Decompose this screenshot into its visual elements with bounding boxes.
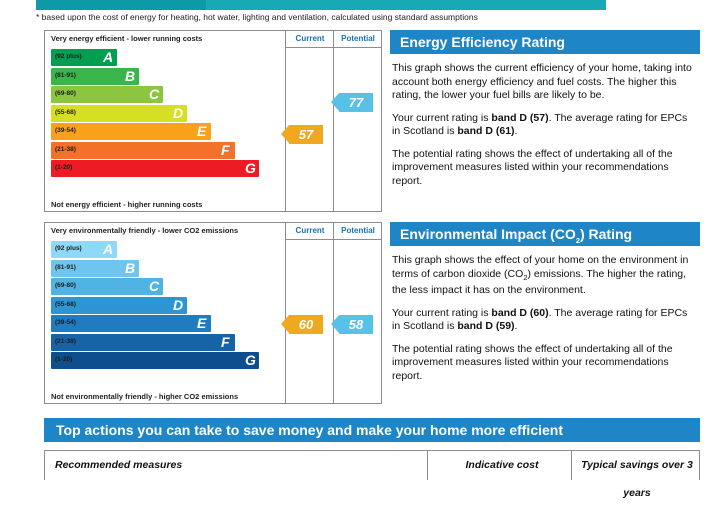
- energy-band-letter: D: [173, 104, 184, 121]
- energy-band-range: (69-80): [55, 90, 76, 97]
- energy-band-range: (39-54): [55, 127, 76, 134]
- co2-band-letter: C: [149, 278, 160, 294]
- co2-band-row: [51, 334, 279, 351]
- energy-para-2a: Your current rating is: [392, 111, 492, 124]
- table-vline-1: [427, 451, 428, 480]
- energy-column-current: Current: [285, 31, 334, 47]
- energy-band-range: (1-20): [55, 164, 73, 171]
- co2-band-range: (69-80): [55, 282, 76, 289]
- energy-band-row: [51, 105, 279, 122]
- environmental-rating-description: [392, 254, 692, 392]
- energy-band-letter: C: [149, 86, 160, 102]
- co2-band-row: [51, 241, 279, 258]
- co2-band-range: (21-38): [55, 337, 76, 345]
- co2-column-current: Current: [285, 223, 334, 239]
- energy-column-potential: Potential: [333, 31, 382, 47]
- energy-rating-heading: Energy Efficiency Rating: [390, 30, 700, 54]
- environmental-average-band-text: band D (59): [457, 320, 515, 333]
- energy-para-2: [392, 112, 692, 139]
- environmental-para-2: [392, 307, 692, 334]
- environmental-para-1b: ) emissions. The higher the rating, the less impact it has on the environment.: [392, 267, 687, 297]
- environmental-para-1-sub: 2: [523, 272, 528, 282]
- energy-average-band-text: band D (61): [457, 125, 515, 137]
- energy-potential-rating-badge: [339, 93, 373, 112]
- energy-para-1: This graph shows the current efficiency of your home, taking into account both energy efficiency and fuel costs. The higher this rating, the lower your fuel bills are likely to be.: [392, 62, 692, 101]
- energy-rating-description: [392, 62, 692, 197]
- energy-col-sep-2: [333, 47, 334, 211]
- energy-chart-bottom-label: Not energy efficient - higher running costs: [51, 200, 203, 209]
- co2-current-rating-badge: [289, 315, 323, 334]
- co2-band-letter: G: [245, 352, 256, 368]
- co2-band-row: [51, 278, 279, 295]
- co2-potential-rating-badge: [339, 315, 373, 334]
- environmental-rating-heading: [390, 222, 700, 246]
- environmental-para-2c: . The average rating for EPCs in Scotland is: [392, 306, 688, 333]
- environmental-current-band-text: band D (60): [491, 306, 549, 319]
- recommended-measures-table: [44, 450, 700, 499]
- environmental-para-2a: Your current rating is: [392, 306, 492, 319]
- co2-chart-top-label-text: Very environmentally friendly - lower CO2 emissions: [51, 226, 239, 235]
- co2-chart-bottom-label: [51, 392, 238, 401]
- co2-band-letter: E: [197, 315, 207, 331]
- co2-current-value: 60: [298, 317, 314, 332]
- energy-band-row: [51, 49, 279, 66]
- energy-band-letter: B: [125, 67, 136, 84]
- energy-band-letter: G: [245, 160, 256, 176]
- top-actions-banner: [44, 418, 700, 442]
- co2-band-range: (92 plus): [55, 245, 82, 252]
- footnote-text: * based upon the cost of energy for heating, hot water, lighting and ventilation, calculated using standard assumptions: [36, 12, 478, 22]
- energy-chart-top-label: Very energy efficient - lower running costs: [51, 34, 203, 43]
- co2-band-row: [51, 297, 279, 314]
- co2-band-row: [51, 352, 279, 369]
- energy-band-row: [51, 142, 279, 159]
- energy-band-range: (21-38): [55, 145, 76, 153]
- co2-band-list: [51, 241, 279, 371]
- energy-potential-value: 77: [348, 95, 364, 110]
- environmental-para-1: [392, 254, 692, 298]
- co2-band-letter: A: [103, 241, 114, 257]
- co2-band-range: (55-68): [55, 300, 76, 308]
- table-header-savings: Typical savings over 3 years: [581, 459, 693, 499]
- co2-potential-value: 58: [348, 317, 364, 332]
- co2-band-letter: B: [125, 259, 136, 276]
- co2-band-letter: F: [221, 333, 230, 350]
- environmental-para-1a: This graph shows the effect of your home on the environment in terms of carbon dioxide (CO: [392, 254, 689, 280]
- co2-band-range: (1-20): [55, 356, 73, 363]
- energy-band-range: (81-91): [55, 71, 76, 79]
- top-teal-strip-dark: [36, 0, 206, 10]
- energy-band-row: [51, 160, 279, 177]
- energy-para-3: The potential rating shows the effect of undertaking all of the improvement measures listed within your recommendations report.: [392, 147, 673, 187]
- co2-band-row: [51, 315, 279, 332]
- environmental-para-3: The potential rating shows the effect of undertaking all of the improvement measures listed within your recommendations report.: [392, 342, 673, 382]
- environmental-heading-a: Environmental Impact (CO: [400, 226, 576, 242]
- energy-band-letter: F: [221, 141, 230, 158]
- energy-efficiency-chart: [44, 30, 382, 212]
- energy-para-2e: .: [514, 125, 518, 137]
- table-header-cost: Indicative cost: [465, 459, 539, 471]
- top-actions-banner-text: Top actions you can take to save money and make your home more efficient: [56, 422, 563, 438]
- energy-band-letter: A: [103, 49, 114, 65]
- co2-chart-bottom-label-text: Not environmentally friendly - higher CO2 emissions: [51, 392, 239, 401]
- energy-current-value: 57: [298, 127, 314, 142]
- environmental-impact-chart: [44, 222, 382, 404]
- energy-para-2c: . The average rating for EPCs in Scotland is: [392, 111, 688, 137]
- co2-band-row: [51, 260, 279, 277]
- energy-band-range: (55-68): [55, 108, 76, 116]
- co2-band-range: (81-91): [55, 263, 76, 271]
- energy-band-row: [51, 86, 279, 103]
- co2-band-letter: D: [173, 296, 184, 313]
- environmental-para-2e: .: [514, 320, 518, 333]
- co2-column-potential: Potential: [333, 223, 382, 239]
- energy-band-letter: E: [197, 123, 207, 139]
- environmental-heading-b: ) Rating: [579, 226, 633, 242]
- energy-band-list: [51, 49, 279, 179]
- table-header-measures: Recommended measures: [55, 459, 183, 471]
- energy-band-row: [51, 123, 279, 140]
- co2-chart-top-label: [51, 226, 238, 235]
- energy-band-row: [51, 68, 279, 85]
- energy-current-band-text: band D (57): [491, 111, 549, 124]
- environmental-heading-sub: 2: [575, 235, 580, 245]
- co2-band-range: (39-54): [55, 319, 76, 326]
- energy-current-rating-badge: [289, 125, 323, 144]
- energy-band-range: (92 plus): [55, 53, 82, 60]
